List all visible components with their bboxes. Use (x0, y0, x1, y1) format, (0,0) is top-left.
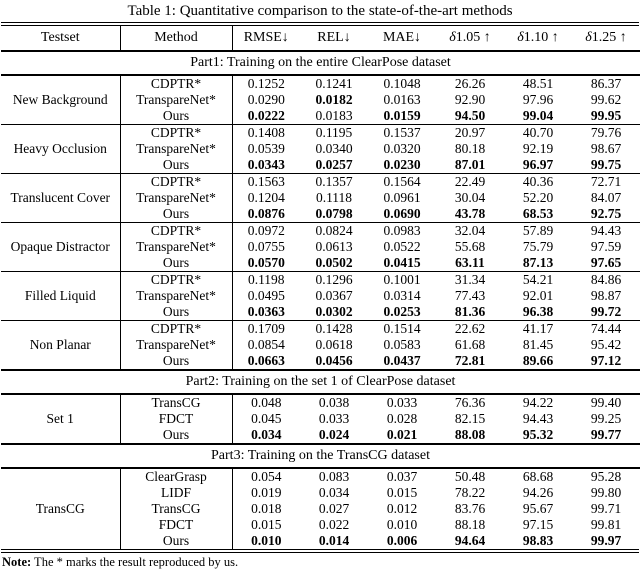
metric-value: 0.0854 (247, 337, 285, 352)
column-header: Method (120, 26, 232, 51)
metric-value: 0.0456 (315, 353, 353, 368)
method-cell: TranspareNet* (120, 288, 232, 304)
metric-value: 0.0290 (247, 92, 285, 107)
metric-value: 99.71 (590, 501, 622, 516)
metric-value: 87.01 (454, 157, 486, 172)
metric-value: 77.43 (454, 288, 486, 303)
metric-value: 97.96 (522, 92, 554, 107)
metric-value: 75.79 (522, 239, 554, 254)
metric-value: 0.033 (318, 411, 350, 426)
metric-value: 40.70 (504, 125, 572, 142)
metric-value: 0.0163 (383, 92, 421, 107)
method-cell: Ours (120, 427, 232, 444)
metric-value: 0.028 (386, 411, 418, 426)
metric-value: 96.38 (522, 304, 554, 319)
metric-value: 96.97 (522, 157, 554, 172)
method-cell: ClearGrasp (120, 468, 232, 485)
metric-value: 92.90 (454, 92, 486, 107)
metric-value: 0.0522 (383, 239, 421, 254)
method-cell: TransCG (120, 394, 232, 411)
metric-value: 0.1198 (232, 272, 300, 289)
metric-value: 0.0583 (383, 337, 421, 352)
method-cell: CDPTR* (120, 272, 232, 289)
metric-value: 63.11 (455, 255, 485, 270)
method-cell: FDCT (120, 517, 232, 533)
metric-value: 95.67 (522, 501, 554, 516)
metric-value: 31.34 (436, 272, 504, 289)
metric-value: 80.18 (454, 141, 486, 156)
metric-value: 0.018 (251, 501, 282, 516)
metric-value: 0.0495 (247, 288, 285, 303)
metric-value: 0.015 (386, 485, 418, 500)
part-header-row (1, 444, 640, 468)
metric-value: 0.083 (300, 468, 368, 485)
part-header-row (1, 370, 640, 394)
metric-value: 68.53 (522, 206, 554, 221)
metric-value: 26.26 (436, 75, 504, 92)
metric-value: 0.0320 (383, 141, 421, 156)
table-caption: Table 1: Quantitative comparison to the state-of-the-art methods (127, 3, 513, 19)
metric-value: 87.13 (522, 255, 554, 270)
metric-value: 22.62 (436, 321, 504, 338)
method-cell: TranspareNet* (120, 92, 232, 108)
metric-value: 89.66 (522, 353, 554, 368)
metric-value: 0.1408 (232, 125, 300, 142)
metric-value: 0.1195 (300, 125, 368, 142)
part-header: Part3: Training on the TransCG dataset (1, 444, 640, 468)
method-cell: CDPTR* (120, 75, 232, 92)
testset-cell: Non Planar (1, 321, 120, 371)
metric-value: 95.42 (590, 337, 622, 352)
metric-value: 0.1048 (368, 75, 436, 92)
metric-value: 99.40 (572, 394, 640, 411)
metric-value: 0.048 (232, 394, 300, 411)
metric-value: 0.014 (318, 533, 350, 548)
metric-value: 94.26 (522, 485, 554, 500)
table-row (1, 272, 640, 289)
metric-value: 41.17 (504, 321, 572, 338)
metric-value: 99.81 (590, 517, 622, 532)
metric-value: 99.04 (522, 108, 554, 123)
metric-value: 84.07 (590, 190, 622, 205)
metric-value: 50.48 (436, 468, 504, 485)
metric-value: 0.0253 (383, 304, 421, 319)
metric-value: 0.1564 (368, 174, 436, 191)
column-header: δ1.25 ↑ (572, 26, 640, 51)
metric-value: 22.49 (436, 174, 504, 191)
metric-value: 52.20 (522, 190, 554, 205)
testset-cell: Opaque Distractor (1, 223, 120, 272)
metric-value: 0.1204 (247, 190, 285, 205)
method-cell: Ours (120, 353, 232, 370)
metric-value: 0.0663 (247, 353, 285, 368)
metric-value: 0.0183 (315, 108, 353, 123)
metric-value: 32.04 (436, 223, 504, 240)
metric-value: 0.0972 (232, 223, 300, 240)
table-row (1, 174, 640, 191)
metric-value: 55.68 (454, 239, 486, 254)
metric-value: 0.0314 (383, 288, 421, 303)
method-cell: CDPTR* (120, 174, 232, 191)
metric-value: 0.1709 (232, 321, 300, 338)
testset-cell: Translucent Cover (1, 174, 120, 223)
metric-value: 0.0257 (315, 157, 353, 172)
metric-value: 0.1428 (300, 321, 368, 338)
metric-value: 99.77 (590, 427, 622, 442)
column-header: MAE↓ (368, 26, 436, 51)
metric-value: 95.32 (522, 427, 554, 442)
header-row (1, 26, 640, 51)
metric-value: 0.037 (368, 468, 436, 485)
metric-value: 0.1296 (300, 272, 368, 289)
metric-value: 0.027 (318, 501, 350, 516)
metric-value: 0.024 (318, 427, 350, 442)
metric-value: 94.43 (572, 223, 640, 240)
metric-value: 0.0182 (315, 92, 353, 107)
metric-value: 76.36 (436, 394, 504, 411)
metric-value: 78.22 (454, 485, 486, 500)
metric-value: 95.28 (572, 468, 640, 485)
metric-value: 0.0222 (247, 108, 285, 123)
testset-cell: Set 1 (1, 394, 120, 444)
note-text: The * marks the result reproduced by us. (31, 555, 239, 569)
metric-value: 0.0415 (383, 255, 421, 270)
part-header: Part2: Training on the set 1 of ClearPose dataset (1, 370, 640, 394)
method-cell: Ours (120, 304, 232, 321)
column-header: Testset (1, 26, 120, 51)
table-row (1, 468, 640, 485)
metric-value: 0.0539 (247, 141, 285, 156)
metric-value: 0.0437 (383, 353, 421, 368)
table-row (1, 125, 640, 142)
metric-value: 0.0363 (247, 304, 285, 319)
metric-value: 0.0343 (247, 157, 285, 172)
delta-symbol: δ (449, 30, 456, 45)
metric-value: 0.006 (386, 533, 418, 548)
results-table (1, 26, 640, 549)
metric-value: 94.64 (454, 533, 486, 548)
metric-value: 88.08 (454, 427, 486, 442)
metric-value: 0.0983 (368, 223, 436, 240)
metric-value: 0.0613 (315, 239, 353, 254)
delta-symbol: δ (585, 30, 592, 45)
metric-value: 92.19 (522, 141, 554, 156)
table-row (1, 223, 640, 240)
testset-cell: Filled Liquid (1, 272, 120, 321)
metric-value: 48.51 (504, 75, 572, 92)
metric-value: 92.75 (590, 206, 622, 221)
metric-value: 0.045 (251, 411, 282, 426)
method-cell: CDPTR* (120, 125, 232, 142)
table-note (1, 553, 639, 570)
metric-value: 0.0755 (247, 239, 285, 254)
metric-value: 0.1118 (315, 190, 353, 205)
metric-value: 0.1537 (368, 125, 436, 142)
table-header (1, 26, 640, 51)
table-row (1, 75, 640, 92)
metric-value: 0.022 (318, 517, 350, 532)
part-header: Part1: Training on the entire ClearPose dataset (1, 51, 640, 75)
metric-value: 54.21 (504, 272, 572, 289)
metric-value: 0.038 (300, 394, 368, 411)
method-cell: TransCG (120, 501, 232, 517)
metric-value: 0.0690 (383, 206, 421, 221)
metric-value: 74.44 (572, 321, 640, 338)
metric-value: 0.015 (251, 517, 282, 532)
part-header-row (1, 51, 640, 75)
metric-value: 57.89 (504, 223, 572, 240)
metric-value: 0.0876 (247, 206, 285, 221)
column-header: RMSE↓ (232, 26, 300, 51)
metric-value: 40.36 (504, 174, 572, 191)
metric-value: 0.1563 (232, 174, 300, 191)
testset-cell: New Background (1, 75, 120, 125)
metric-value: 97.59 (590, 239, 622, 254)
metric-value: 0.033 (368, 394, 436, 411)
table-row (1, 394, 640, 411)
metric-value: 61.68 (454, 337, 486, 352)
metric-value: 0.0302 (315, 304, 353, 319)
metric-value: 94.50 (454, 108, 486, 123)
metric-value: 79.76 (572, 125, 640, 142)
metric-value: 0.0230 (383, 157, 421, 172)
metric-value: 99.97 (590, 533, 622, 548)
metric-value: 43.78 (454, 206, 486, 221)
metric-value: 99.75 (590, 157, 622, 172)
testset-cell: TransCG (1, 468, 120, 549)
metric-value: 84.86 (572, 272, 640, 289)
metric-value: 0.0961 (383, 190, 421, 205)
metric-value: 0.1357 (300, 174, 368, 191)
column-header: δ1.05 ↑ (436, 26, 504, 51)
method-cell: Ours (120, 206, 232, 223)
method-cell: TranspareNet* (120, 141, 232, 157)
metric-value: 81.45 (522, 337, 554, 352)
column-header: δ1.10 ↑ (504, 26, 572, 51)
metric-value: 83.76 (454, 501, 486, 516)
metric-value: 0.1514 (368, 321, 436, 338)
metric-value: 20.97 (436, 125, 504, 142)
metric-value: 92.01 (522, 288, 554, 303)
metric-value: 0.0798 (315, 206, 353, 221)
method-cell: LIDF (120, 485, 232, 501)
metric-value: 0.0159 (383, 108, 421, 123)
metric-value: 99.80 (590, 485, 622, 500)
metric-value: 98.67 (590, 141, 622, 156)
metric-value: 0.034 (251, 427, 282, 442)
metric-value: 86.37 (572, 75, 640, 92)
method-cell: Ours (120, 157, 232, 174)
metric-value: 98.83 (522, 533, 554, 548)
metric-value: 0.0340 (315, 141, 353, 156)
metric-value: 98.87 (590, 288, 622, 303)
metric-value: 97.12 (590, 353, 622, 368)
metric-value: 0.010 (386, 517, 418, 532)
column-header: REL↓ (300, 26, 368, 51)
metric-value: 0.0824 (300, 223, 368, 240)
metric-value: 82.15 (454, 411, 486, 426)
metric-value: 99.62 (590, 92, 622, 107)
metric-value: 0.0570 (247, 255, 285, 270)
metric-value: 30.04 (454, 190, 486, 205)
metric-value: 94.22 (504, 394, 572, 411)
metric-value: 81.36 (454, 304, 486, 319)
metric-value: 0.0618 (315, 337, 353, 352)
table-body (1, 51, 640, 549)
metric-value: 0.012 (386, 501, 418, 516)
metric-value: 0.010 (251, 533, 282, 548)
metric-value: 0.054 (232, 468, 300, 485)
method-cell: TranspareNet* (120, 337, 232, 353)
method-cell: TranspareNet* (120, 239, 232, 255)
method-cell: Ours (120, 533, 232, 549)
metric-value: 0.1001 (368, 272, 436, 289)
note-prefix: Note: (2, 555, 32, 569)
testset-cell: Heavy Occlusion (1, 125, 120, 174)
metric-value: 97.15 (522, 517, 554, 532)
metric-value: 0.0367 (315, 288, 353, 303)
metric-value: 68.68 (504, 468, 572, 485)
metric-value: 72.81 (454, 353, 486, 368)
method-cell: CDPTR* (120, 321, 232, 338)
method-cell: TranspareNet* (120, 190, 232, 206)
method-cell: FDCT (120, 411, 232, 427)
metric-value: 99.72 (590, 304, 622, 319)
metric-value: 0.034 (318, 485, 350, 500)
table-row (1, 321, 640, 338)
delta-symbol: δ (517, 30, 524, 45)
metric-value: 0.1252 (232, 75, 300, 92)
metric-value: 94.43 (522, 411, 554, 426)
metric-value: 0.021 (386, 427, 418, 442)
metric-value: 0.019 (251, 485, 282, 500)
metric-value: 99.25 (590, 411, 622, 426)
metric-value: 97.65 (590, 255, 622, 270)
metric-value: 72.71 (572, 174, 640, 191)
method-cell: Ours (120, 255, 232, 272)
method-cell: Ours (120, 108, 232, 125)
metric-value: 88.18 (454, 517, 486, 532)
method-cell: CDPTR* (120, 223, 232, 240)
metric-value: 0.1241 (300, 75, 368, 92)
metric-value: 99.95 (590, 108, 622, 123)
metric-value: 0.0502 (315, 255, 353, 270)
